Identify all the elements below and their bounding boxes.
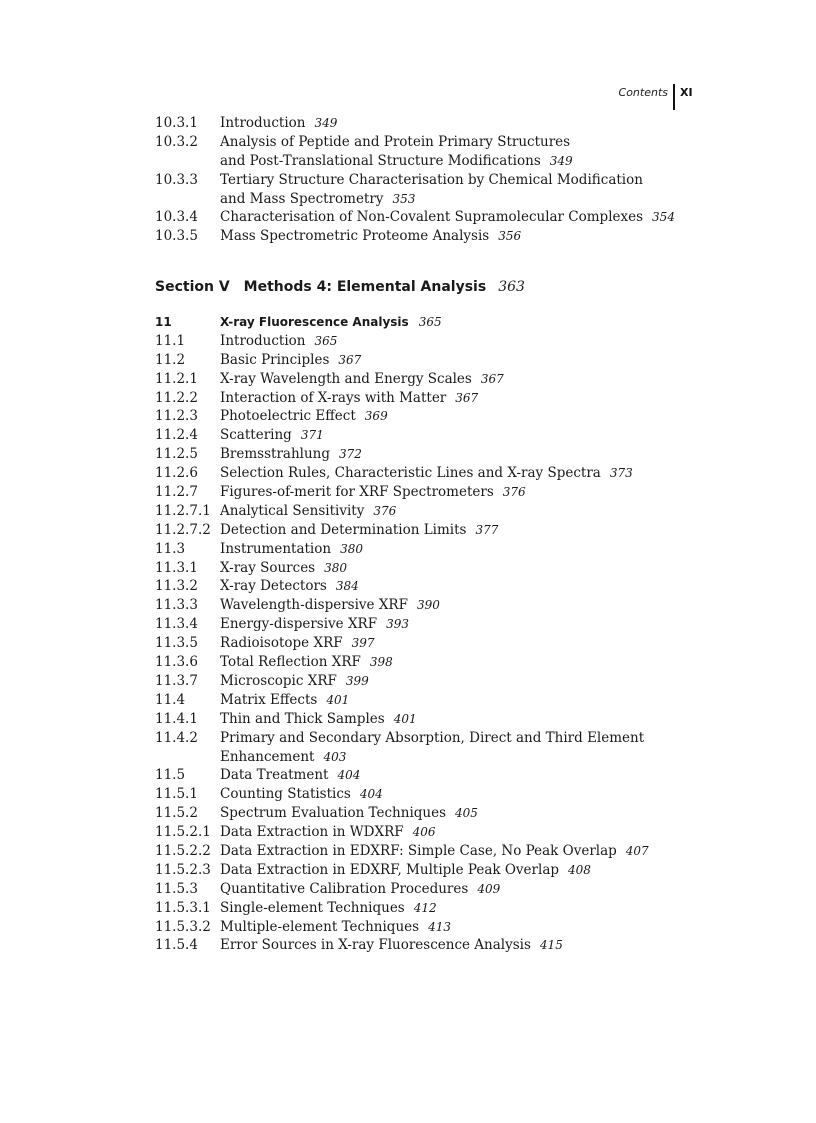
entry-title-continued: and Mass Spectrometry (220, 190, 384, 207)
entry-title: Analysis of Peptide and Protein Primary Structures (220, 133, 571, 150)
entry-number: 11.5.3.1 (155, 899, 211, 916)
entry-title: Characterisation of Non-Covalent Supramolecular Complexes (220, 209, 644, 226)
entry-page: 412 (413, 900, 437, 915)
entry-page: 404 (337, 768, 361, 783)
entry-page: 349 (314, 116, 338, 130)
entry-number: 11.5.1 (155, 786, 198, 803)
toc-entry (155, 899, 755, 918)
toc-entry (155, 171, 755, 209)
entry-page: 376 (502, 485, 526, 500)
entry-number: 11.5 (155, 767, 186, 784)
entry-page: 367 (480, 371, 504, 386)
toc-entry (155, 426, 755, 445)
entry-number: 11.2.5 (155, 446, 198, 463)
entry-page: 380 (324, 560, 348, 575)
entry-title: X-ray Detectors (220, 578, 327, 595)
entry-number: 11.5.2.3 (155, 861, 211, 878)
entry-page: 372 (339, 447, 362, 462)
toc-entry (155, 936, 755, 955)
entry-title: Tertiary Structure Characterisation by Chemical Modification (220, 171, 643, 188)
entry-number: 11.5.2 (155, 805, 198, 822)
entry-number: 11.3.1 (155, 559, 198, 576)
entry-title: Data Extraction in EDXRF, Multiple Peak Overlap (220, 861, 560, 878)
entry-number: 11.5.3.2 (155, 918, 211, 935)
entry-number: 10.3.3 (155, 171, 198, 188)
toc-entry (155, 861, 755, 880)
toc-entry (155, 114, 755, 133)
toc-entry (155, 804, 755, 823)
entry-page: 377 (475, 522, 499, 537)
entry-page: 393 (386, 617, 409, 632)
toc-entry (155, 502, 755, 521)
toc-entry (155, 918, 755, 937)
toc-entry (155, 823, 755, 842)
entry-number: 11.2.7.2 (155, 521, 211, 538)
entry-page: 367 (338, 352, 362, 367)
entry-number: 10.3.5 (155, 228, 198, 245)
entry-number: 11.4 (155, 691, 186, 708)
toc-entry (155, 521, 755, 540)
entry-title: Primary and Secondary Absorption, Direct and Third Element (220, 729, 645, 746)
running-head-rule (673, 84, 675, 110)
toc-entry (155, 370, 755, 389)
section-title: Methods 4: Elemental Analysis (243, 279, 487, 295)
entry-title: Instrumentation (220, 540, 332, 557)
entry-number: 11.2.2 (155, 389, 198, 406)
entry-number: 11.5.4 (155, 937, 198, 954)
toc-entry (155, 559, 755, 578)
chapter-title: X-ray Fluorescence Analysis (220, 315, 409, 329)
page-number: XI (680, 86, 693, 99)
entry-page: 371 (300, 428, 324, 443)
entry-number: 10.3.4 (155, 209, 198, 226)
entry-title: Energy-dispersive XRF (220, 616, 378, 633)
entry-title-continued: and Post-Translational Structure Modifications (220, 152, 541, 169)
entry-number: 11.3.4 (155, 616, 198, 633)
entry-number: 11.1 (155, 332, 186, 349)
entry-page: 408 (568, 862, 591, 877)
entry-page: 376 (373, 503, 397, 518)
entry-page: 353 (392, 191, 416, 206)
entry-number: 11.4.2 (155, 729, 198, 746)
entry-title: Selection Rules, Characteristic Lines and X-ray Spectra (220, 465, 601, 482)
toc-entry (155, 634, 755, 653)
running-head-title: Contents (618, 86, 668, 99)
entry-number: 11.5.2.2 (155, 842, 211, 859)
entry-page: 398 (369, 655, 393, 670)
entry-page: 404 (359, 787, 383, 802)
toc-entry (155, 577, 755, 596)
entry-page: 409 (477, 881, 501, 896)
entry-title: Data Extraction in WDXRF (220, 824, 404, 841)
entry-title: Microscopic XRF (220, 672, 337, 689)
entry-title: Single-element Techniques (220, 899, 405, 916)
entry-title: X-ray Sources (220, 559, 316, 576)
entry-number: 11.2.1 (155, 370, 198, 387)
toc-entry (155, 483, 755, 502)
entry-title: Basic Principles (220, 351, 330, 368)
entry-title: Counting Statistics (220, 786, 351, 803)
running-head (560, 84, 720, 112)
entry-title: Introduction (220, 332, 306, 349)
toc-entry (155, 615, 755, 634)
entry-title: Matrix Effects (220, 691, 318, 708)
entry-page: 401 (326, 692, 350, 707)
entry-number: 11.2.6 (155, 465, 198, 482)
entry-page: 401 (393, 711, 417, 726)
entry-number: 11.2.7.1 (155, 502, 211, 519)
entry-title: Figures-of-merit for XRF Spectrometers (220, 484, 494, 501)
entry-page: 384 (335, 579, 359, 594)
toc-entry (155, 729, 755, 767)
entry-number: 11.3.3 (155, 597, 198, 614)
entry-number: 11.3.6 (155, 654, 198, 671)
entry-page: 349 (549, 153, 573, 168)
entry-number: 11.2.4 (155, 427, 198, 444)
entry-page: 354 (652, 210, 675, 225)
toc-entry (155, 464, 755, 483)
entry-title: Error Sources in X-ray Fluorescence Analysis (220, 937, 531, 954)
entry-title: Analytical Sensitivity (220, 502, 365, 519)
entry-title: Mass Spectrometric Proteome Analysis (220, 228, 490, 245)
entry-title-continued: Enhancement (220, 748, 315, 765)
entry-page: 369 (364, 409, 388, 424)
toc-entry (155, 227, 755, 246)
section-heading (155, 279, 525, 295)
section-label: Section V (155, 279, 230, 295)
entry-page: 367 (455, 390, 479, 405)
entry-page: 406 (412, 825, 436, 840)
toc-entry (155, 133, 755, 171)
entry-page: 356 (498, 229, 522, 244)
toc-entry (155, 672, 755, 691)
entry-page: 380 (340, 541, 363, 556)
toc-entry (155, 691, 755, 710)
entry-number: 11.3 (155, 540, 186, 557)
chapter-entries (155, 313, 755, 955)
entry-title: Detection and Determination Limits (220, 521, 467, 538)
entry-page: 365 (314, 333, 338, 348)
entry-page: 373 (609, 466, 633, 481)
toc-entry (155, 596, 755, 615)
toc-entry (155, 351, 755, 370)
entry-number: 11.2.7 (155, 484, 198, 501)
toc-entry (155, 880, 755, 899)
toc-entry (155, 766, 755, 785)
toc-entry (155, 407, 755, 426)
entry-title: Thin and Thick Samples (220, 710, 385, 727)
entry-number: 11.4.1 (155, 710, 198, 727)
entry-title: Introduction (220, 115, 306, 131)
entry-title: Bremsstrahlung (220, 446, 330, 463)
entry-page: 397 (351, 636, 375, 651)
entry-page: 399 (345, 673, 369, 688)
entry-number: 11.2 (155, 351, 186, 368)
toc-entry (155, 710, 755, 729)
toc-entry (155, 332, 755, 351)
entry-title: Spectrum Evaluation Techniques (220, 805, 447, 822)
entry-page: 407 (625, 843, 649, 858)
toc-entry (155, 785, 755, 804)
entry-number: 11.5.3 (155, 880, 198, 897)
toc-entry (155, 653, 755, 672)
toc-entry (155, 842, 755, 861)
section-page: 363 (498, 279, 525, 295)
entry-number: 11.3.5 (155, 635, 198, 652)
entry-title: Wavelength-dispersive XRF (220, 597, 408, 614)
entry-title: Data Extraction in EDXRF: Simple Case, No Peak Overlap (220, 842, 617, 859)
chapter-page: 365 (418, 315, 442, 329)
entry-number: 11.3.7 (155, 672, 198, 689)
entry-title: Radioisotope XRF (220, 635, 343, 652)
entry-title: X-ray Wavelength and Energy Scales (220, 370, 472, 387)
entry-title: Interaction of X-rays with Matter (220, 389, 447, 406)
previous-section-entries (155, 114, 755, 246)
entry-title: Data Treatment (220, 767, 329, 784)
entry-page: 390 (416, 598, 440, 613)
entry-page: 405 (455, 806, 478, 821)
chapter-number: 11 (155, 315, 172, 329)
toc-entry (155, 389, 755, 408)
entry-title: Photoelectric Effect (220, 408, 356, 425)
entry-number: 11.3.2 (155, 578, 198, 595)
entry-page: 413 (428, 919, 451, 934)
toc-entry (155, 540, 755, 559)
entry-page: 403 (323, 749, 347, 764)
entry-number: 11.5.2.1 (155, 824, 211, 841)
entry-title: Multiple-element Techniques (220, 918, 420, 935)
entry-title: Total Reflection XRF (220, 654, 361, 671)
toc-entry (155, 445, 755, 464)
entry-number: 10.3.1 (155, 115, 198, 131)
chapter-heading (155, 313, 755, 332)
entry-title: Quantitative Calibration Procedures (220, 880, 469, 897)
entry-number: 11.2.3 (155, 408, 198, 425)
entry-number: 10.3.2 (155, 133, 198, 150)
toc-entry (155, 208, 755, 227)
entry-page: 415 (539, 938, 563, 953)
entry-title: Scattering (220, 427, 292, 444)
